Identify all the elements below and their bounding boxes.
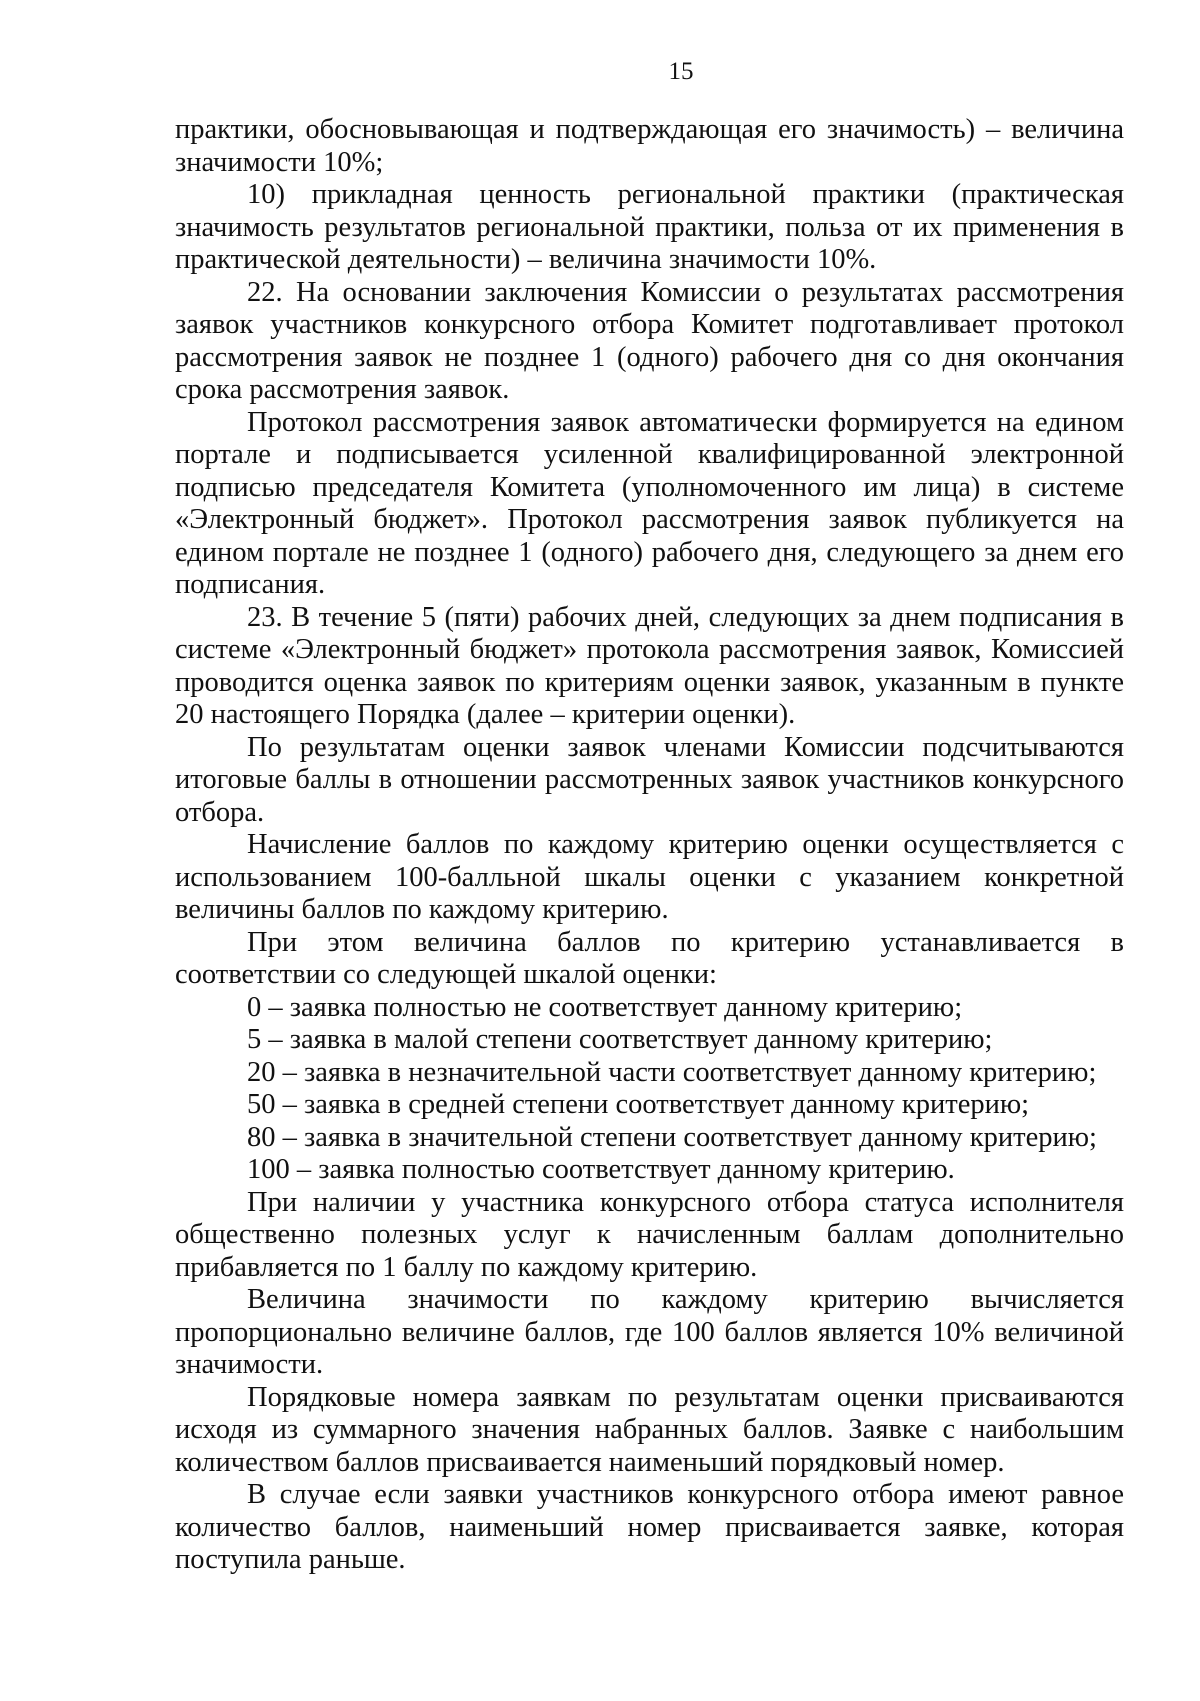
paragraph-bonus-points: При наличии у участника конкурсного отбора статуса исполнителя общественно полезных услуг к начисленным баллам дополнительно прибавляется по 1 баллу по каждому критерию. — [175, 1186, 1124, 1283]
scale-item-50: 50 – заявка в средней степени соответствует данному критерию; — [247, 1089, 1030, 1120]
scale-item-80: 80 – заявка в значительной степени соответствует данному критерию; — [247, 1121, 1097, 1153]
paragraph-criterion-9-continuation: практики, обосновывающая и подтверждающая его значимость) – величина значимости 10%; — [175, 114, 1124, 178]
paragraph-scoring-scale: Начисление баллов по каждому критерию оценки осуществляется с использованием 100-балльной шкалы оценки с указанием конкретной величины баллов по каждому критерию. — [175, 829, 1124, 925]
page-number: 15 — [668, 58, 694, 85]
paragraph-scale-intro: При этом величина баллов по критерию устанавливается в соответствии со следующей шкалой оценки: — [175, 926, 1124, 990]
scale-item-20: 20 – заявка в незначительной части соответствует данному критерию; — [247, 1056, 1097, 1088]
paragraph-item-23: 23. В течение 5 (пяти) рабочих дней, следующих за днем подписания в системе «Электронный бюджет» протокола рассмотрения заявок, Комиссией проводится оценка заявок по критериям оценки заявок, указанным в пункте 20 настоящего Порядка (далее – критерии оценки). — [175, 601, 1124, 730]
paragraph-item-22: 22. На основании заключения Комиссии о результатах рассмотрения заявок участников конкурсного отбора Комитет подготавливает протокол рассмотрения заявок не позднее 1 (одного) рабочего дня со дня окончания срока рассмотрения заявок. — [175, 276, 1124, 405]
document-body — [175, 114, 1124, 1577]
paragraph-tie-break: В случае если заявки участников конкурсного отбора имеют равное количество баллов, наименьший номер присваивается заявке, которая поступила раньше. — [175, 1479, 1124, 1575]
paragraph-criterion-10: 10) прикладная ценность региональной практики (практическая значимость результатов региональной практики, польза от их применения в практической деятельности) – величина значимости 10%. — [175, 179, 1124, 275]
paragraph-significance-calculation: Величина значимости по каждому критерию вычисляется пропорционально величине баллов, где 100 баллов является 10% величиной значимости. — [175, 1284, 1124, 1380]
scale-item-0: 0 – заявка полностью не соответствует данному критерию; — [247, 991, 963, 1023]
paragraph-ranking: Порядковые номера заявкам по результатам оценки присваиваются исходя из суммарного значения набранных баллов. Заявке с наибольшим количеством баллов присваивается наименьший порядковый номер. — [175, 1381, 1124, 1478]
scale-item-100: 100 – заявка полностью соответствует данному критерию. — [247, 1154, 955, 1185]
paragraph-protocol-publication: Протокол рассмотрения заявок автоматически формируется на едином портале и подписывается усиленной квалифицированной электронной подписью председателя Комитета (уполномоченного им лица) в системе «Электронный бюджет». Протокол рассмотрения заявок публикуется на едином портале не позднее 1 (одного) рабочего дня, следующего за днем его подписания. — [175, 406, 1124, 600]
paragraph-final-scores: По результатам оценки заявок членами Комиссии подсчитываются итоговые баллы в отношении рассмотренных заявок участников конкурсного отбора. — [175, 731, 1124, 828]
scale-item-5: 5 – заявка в малой степени соответствует данному критерию; — [247, 1024, 993, 1055]
